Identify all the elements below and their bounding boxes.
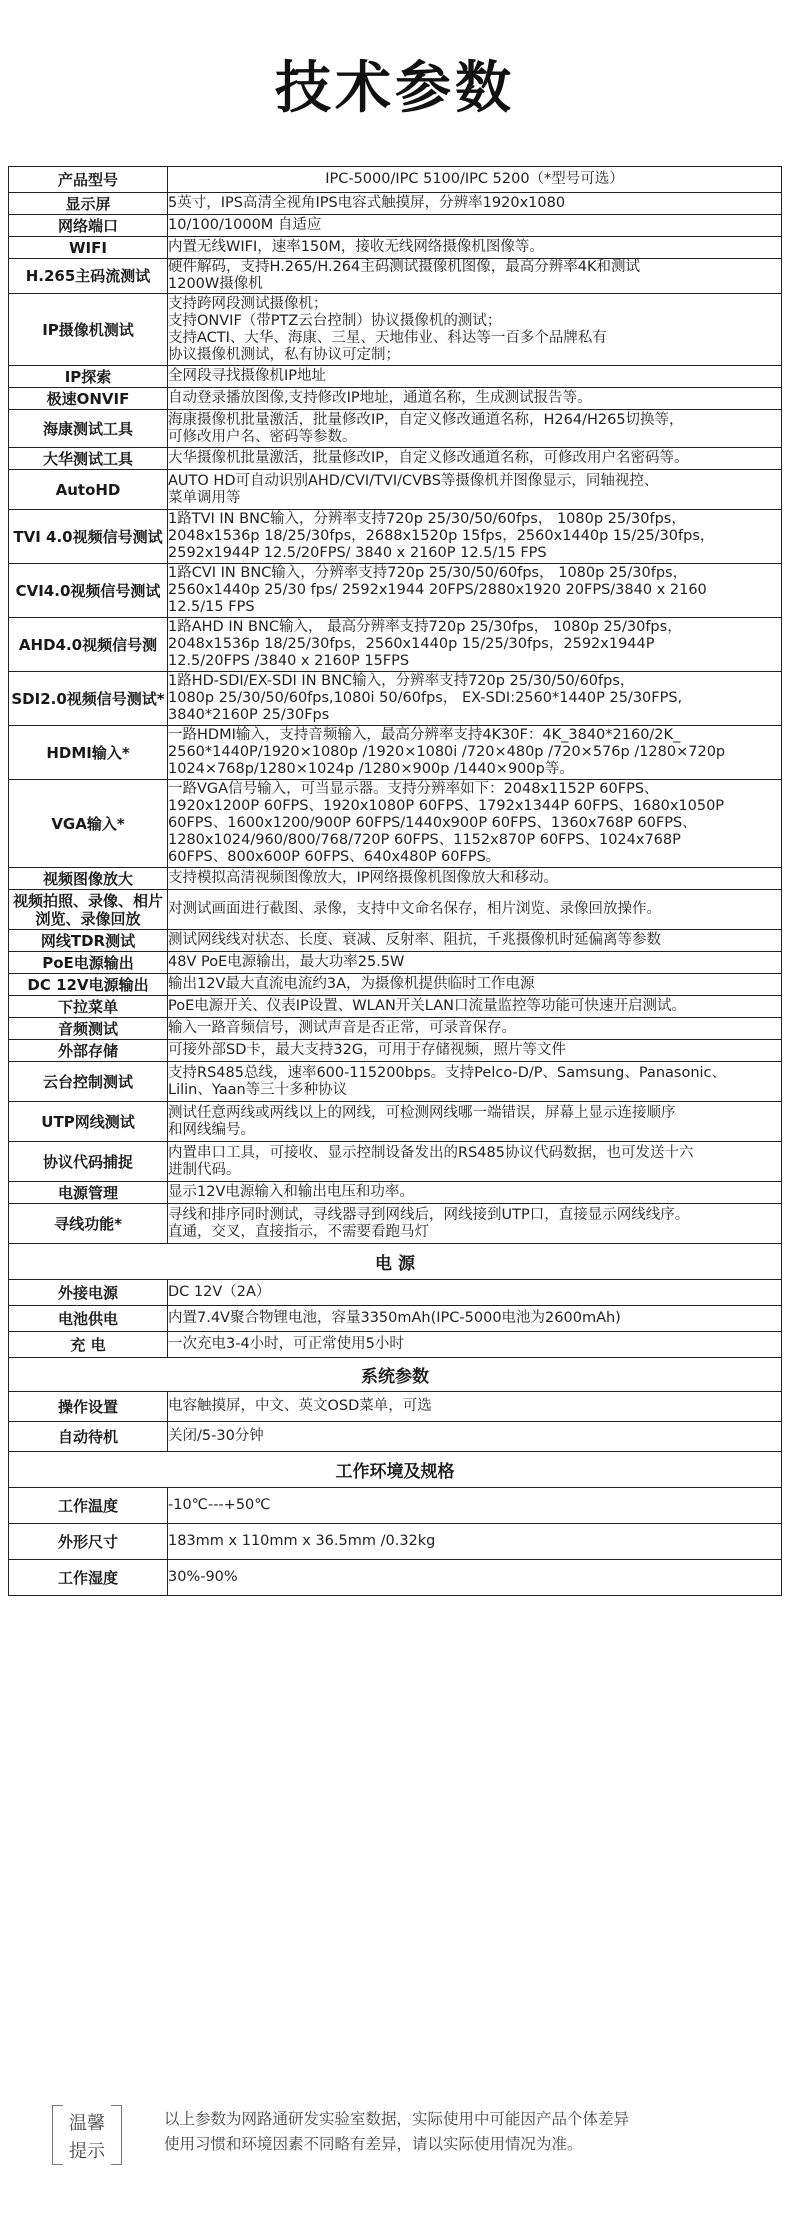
spec-value-line: 支持ACTI、大华、海康、三星、天地伟业、科达等一百多个品牌私有 <box>168 329 607 346</box>
spec-value-line: 3840*2160P 25/30Fps <box>168 707 330 723</box>
tips-badge <box>52 2105 122 2165</box>
spec-row <box>9 1306 782 1332</box>
spec-value-line: 支持RS485总线，速率600-115200bps。支持Pelco-D/P、Samsung、Panasonic、 <box>168 1064 727 1081</box>
spec-row <box>9 780 782 868</box>
spec-label: 音频测试 <box>9 1018 168 1040</box>
spec-row <box>9 1040 782 1062</box>
spec-label: IP摄像机测试 <box>9 294 168 366</box>
spec-label: 电池供电 <box>9 1306 168 1332</box>
spec-value <box>168 388 782 410</box>
spec-label: 下拉菜单 <box>9 996 168 1018</box>
spec-value <box>168 1524 782 1560</box>
spec-value-line: 一路HDMI输入，支持音频输入，最高分辨率支持4K30F：4K_3840*2160/2K_ <box>168 727 681 743</box>
spec-value-line: -10℃---+50℃ <box>168 1497 271 1513</box>
section-title: 电 源 <box>9 1244 782 1280</box>
spec-value <box>168 1392 782 1422</box>
spec-value <box>168 167 782 193</box>
spec-value <box>168 726 782 780</box>
spec-row <box>9 388 782 410</box>
spec-value-line: 1280x1024/960/800/768/720P 60FPS、1152x870P 60FPS、1024x768P <box>168 832 681 848</box>
spec-value <box>168 470 782 510</box>
spec-value-line: 1路CVI IN BNC输入，分辨率支持720p 25/30/50/60fps， 1080p 25/30fps， <box>168 565 688 581</box>
spec-label: 视频图像放大 <box>9 868 168 890</box>
spec-value-line: 2048x1536p 18/25/30fps，2560x1440p 15/25/30fps，2592x1944P <box>168 636 655 652</box>
spec-value-line: 1200W摄像机 <box>168 276 263 292</box>
spec-value <box>168 1560 782 1596</box>
spec-value-line: 30%-90% <box>168 1569 238 1585</box>
spec-value <box>168 410 782 448</box>
spec-row <box>9 215 782 237</box>
spec-value-line: 和网线编号。 <box>168 1121 255 1138</box>
spec-row <box>9 1102 782 1142</box>
spec-label: PoE电源输出 <box>9 952 168 974</box>
spec-value-line: 进制代码。 <box>168 1161 241 1178</box>
spec-value-line: 对测试画面进行截图、录像，支持中文命名保存，相片浏览、录像回放操作。 <box>168 901 661 917</box>
spec-row <box>9 930 782 952</box>
spec-row <box>9 890 782 930</box>
spec-value <box>168 1422 782 1452</box>
spec-value-line: 输出12V最大直流电流约3A，为摄像机提供临时工作电源 <box>168 976 535 992</box>
spec-value-line: 输入一路音频信号，测试声音是否正常，可录音保存。 <box>168 1020 516 1036</box>
spec-value-line: 自动登录播放图像,支持修改IP地址，通道名称，生成测试报告等。 <box>168 390 592 406</box>
tips-label-line1: 温馨 <box>69 2113 105 2134</box>
spec-value-line: 2592x1944P 12.5/20FPS/ 3840 x 2160P 12.5/15 FPS <box>168 545 547 561</box>
spec-row <box>9 1524 782 1560</box>
spec-value-line: 内置7.4V聚合物锂电池，容量3350mAh(IPC-5000电池为2600mAh) <box>168 1310 621 1326</box>
spec-value <box>168 780 782 868</box>
spec-row <box>9 1560 782 1596</box>
spec-value-line: 一次充电3-4小时，可正常使用5小时 <box>168 1336 404 1352</box>
spec-label: CVI4.0视频信号测试 <box>9 564 168 618</box>
spec-value <box>168 1062 782 1102</box>
spec-value <box>168 868 782 890</box>
spec-label: HDMI输入* <box>9 726 168 780</box>
spec-label: 外形尺寸 <box>9 1524 168 1560</box>
spec-label: 充 电 <box>9 1332 168 1358</box>
spec-value <box>168 1040 782 1062</box>
spec-row <box>9 1018 782 1040</box>
spec-value <box>168 1488 782 1524</box>
spec-value <box>168 618 782 672</box>
spec-label: 外接电源 <box>9 1280 168 1306</box>
spec-row <box>9 237 782 259</box>
spec-value-line: 5英寸，IPS高清全视角IPS电容式触摸屏，分辨率1920x1080 <box>168 195 566 211</box>
spec-value <box>168 1182 782 1204</box>
tips-text-line1: 以上参数为网路通研发实验室数据，实际使用中可能因产品个体差异 <box>164 2110 630 2128</box>
spec-value-line: 12.5/20FPS /3840 x 2160P 15FPS <box>168 653 410 669</box>
spec-table <box>8 166 782 1596</box>
spec-label: 工作湿度 <box>9 1560 168 1596</box>
section-header-row <box>9 1452 782 1488</box>
spec-value-line: 183mm x 110mm x 36.5mm /0.32kg <box>168 1533 436 1549</box>
spec-value <box>168 215 782 237</box>
spec-value <box>168 1280 782 1306</box>
spec-value-line: 大华摄像机批量激活，批量修改IP，自定义修改通道名称，可修改用户名密码等。 <box>168 450 689 466</box>
spec-value <box>168 952 782 974</box>
spec-value-line: 2560x1440p 25/30 fps/ 2592x1944 20FPS/2880x1920 20FPS/3840 x 2160 <box>168 582 707 598</box>
spec-value-line: 可修改用户名、密码等参数。 <box>168 428 357 445</box>
spec-value <box>168 259 782 294</box>
spec-row <box>9 1182 782 1204</box>
spec-label: 自动待机 <box>9 1422 168 1452</box>
spec-row <box>9 294 782 366</box>
spec-row <box>9 726 782 780</box>
spec-label: 电源管理 <box>9 1182 168 1204</box>
spec-value <box>168 294 782 366</box>
spec-value-line: 1920x1200P 60FPS、1920x1080P 60FPS、1792x1344P 60FPS、1680x1050P <box>168 798 725 814</box>
spec-value-line: 1路TVI IN BNC输入，分辨率支持720p 25/30/50/60fps， 1080p 25/30fps， <box>168 511 686 527</box>
spec-row <box>9 1280 782 1306</box>
spec-label: TVI 4.0视频信号测试 <box>9 510 168 564</box>
spec-value-line: 12.5/15 FPS <box>168 599 255 615</box>
spec-label: 云台控制测试 <box>9 1062 168 1102</box>
spec-value-line: 测试网线线对状态、长度、衰减、反射率、阻抗，千兆摄像机时延偏离等参数 <box>168 932 661 948</box>
spec-value-line: 菜单调用等 <box>168 489 241 506</box>
spec-value-line: 支持模拟高清视频图像放大，IP网络摄像机图像放大和移动。 <box>168 870 559 886</box>
spec-value <box>168 193 782 215</box>
spec-label: DC 12V电源输出 <box>9 974 168 996</box>
spec-value-line: 60FPS、1600x1200/900P 60FPS/1440x900P 60FPS、1360x768P 60FPS、 <box>168 815 697 831</box>
section-header-row <box>9 1244 782 1280</box>
spec-label: 寻线功能* <box>9 1204 168 1244</box>
spec-label: AutoHD <box>9 470 168 510</box>
spec-value-line: 关闭/5-30分钟 <box>168 1428 264 1444</box>
spec-row <box>9 672 782 726</box>
spec-row <box>9 167 782 193</box>
spec-row <box>9 470 782 510</box>
spec-row <box>9 448 782 470</box>
tips-label-line2: 提示 <box>69 2141 105 2162</box>
spec-value <box>168 448 782 470</box>
spec-value <box>168 1332 782 1358</box>
spec-value-line: 1080p 25/30/50/60fps,1080i 50/60fps， EX-SDI:2560*1440P 25/30FPS, <box>168 690 683 706</box>
spec-row <box>9 952 782 974</box>
spec-label: VGA输入* <box>9 780 168 868</box>
spec-value-line: 1024×768p/1280×1024p /1280×900p /1440×900p等。 <box>168 761 574 777</box>
spec-value <box>168 672 782 726</box>
section-header-row <box>9 1358 782 1392</box>
spec-value <box>168 974 782 996</box>
spec-label: 协议代码捕捉 <box>9 1142 168 1182</box>
spec-value <box>168 890 782 930</box>
spec-value-line: 48V PoE电源输出，最大功率25.5W <box>168 954 405 970</box>
spec-row <box>9 1332 782 1358</box>
spec-label: 大华测试工具 <box>9 448 168 470</box>
spec-value <box>168 564 782 618</box>
spec-row <box>9 1392 782 1422</box>
spec-value-line: 一路VGA信号输入，可当显示器。支持分辨率如下：2048x1152P 60FPS、 <box>168 781 659 797</box>
spec-row <box>9 618 782 672</box>
spec-row <box>9 1204 782 1244</box>
spec-label: 视频拍照、录像、相片浏览、录像回放 <box>9 890 168 930</box>
spec-row <box>9 259 782 294</box>
spec-value <box>168 1204 782 1244</box>
spec-value-line: 支持跨网段测试摄像机； <box>168 295 328 312</box>
spec-row <box>9 1488 782 1524</box>
spec-row <box>9 1142 782 1182</box>
spec-label: 显示屏 <box>9 193 168 215</box>
spec-row <box>9 868 782 890</box>
tips-text-line2: 使用习惯和环境因素不同略有差异，请以实际使用情况为准。 <box>164 2135 583 2153</box>
spec-row <box>9 974 782 996</box>
spec-row <box>9 1422 782 1452</box>
spec-value-line: 协议摄像机测试，私有协议可定制； <box>168 346 400 363</box>
spec-value-line: 显示12V电源输入和输出电压和功率。 <box>168 1184 414 1200</box>
spec-value <box>168 510 782 564</box>
spec-value <box>168 1142 782 1182</box>
spec-value-line: Lilin、Yaan等三十多种协议 <box>168 1081 348 1098</box>
spec-label: 操作设置 <box>9 1392 168 1422</box>
spec-row <box>9 510 782 564</box>
spec-value-line: 寻线和排序同时测试，寻线器寻到网线后，网线接到UTP口，直接显示网线线序。 <box>168 1206 690 1223</box>
spec-value <box>168 1018 782 1040</box>
spec-value <box>168 1306 782 1332</box>
spec-value-line: 内置无线WIFI，速率150M，接收无线网络摄像机图像等。 <box>168 239 544 255</box>
spec-row <box>9 1062 782 1102</box>
tips-note <box>164 2107 764 2157</box>
spec-value-line: 海康摄像机批量激活，批量修改IP，自定义修改通道名称，H264/H265切换等， <box>168 411 684 428</box>
section-title: 系统参数 <box>9 1358 782 1392</box>
spec-value-line: 直通，交叉，直接指示，不需要看跑马灯 <box>168 1223 429 1240</box>
spec-value <box>168 1102 782 1142</box>
spec-label: 网络端口 <box>9 215 168 237</box>
spec-label: SDI2.0视频信号测试* <box>9 672 168 726</box>
spec-value-line: 1路AHD IN BNC输入， 最高分辨率支持720p 25/30fps， 1080p 25/30fps， <box>168 619 682 635</box>
spec-label: 工作温度 <box>9 1488 168 1524</box>
spec-value <box>168 930 782 952</box>
spec-value-line: 电容触摸屏，中文、英文OSD菜单，可选 <box>168 1398 432 1414</box>
spec-value-line: 2048x1536p 18/25/30fps，2688x1520p 15fps，2560x1440p 15/25/30fps， <box>168 528 715 544</box>
spec-label: 产品型号 <box>9 167 168 193</box>
spec-row <box>9 193 782 215</box>
spec-value-line: 60FPS、800x600P 60FPS、640x480P 60FPS。 <box>168 849 501 865</box>
spec-value-line: PoE电源开关、仪表IP设置、WLAN开关LAN口流量监控等功能可快速开启测试。 <box>168 998 686 1014</box>
spec-label: 海康测试工具 <box>9 410 168 448</box>
spec-value-line: 硬件解码，支持H.265/H.264主码测试摄像机图像，最高分辨率4K和测试 <box>168 259 640 275</box>
spec-value-line: 测试任意两线或两线以上的网线，可检测网线哪一端错误，屏幕上显示连接顺序 <box>168 1104 676 1121</box>
spec-label: 极速ONVIF <box>9 388 168 410</box>
spec-value-line: 可接外部SD卡，最大支持32G，可用于存储视频，照片等文件 <box>168 1042 567 1058</box>
spec-label: 网线TDR测试 <box>9 930 168 952</box>
spec-row <box>9 366 782 388</box>
spec-label: 外部存储 <box>9 1040 168 1062</box>
spec-value-line: 1路HD-SDI/EX-SDI IN BNC输入，分辨率支持720p 25/30/50/60fps， <box>168 673 635 689</box>
spec-value <box>168 996 782 1018</box>
spec-label: WIFI <box>9 237 168 259</box>
spec-value-line: IPC-5000/IPC 5100/IPC 5200（*型号可选） <box>325 171 624 187</box>
spec-value-line: 全网段寻找摄像机IP地址 <box>168 368 327 384</box>
spec-value-line: AUTO HD可自动识别AHD/CVI/TVI/CVBS等摄像机并图像显示，同轴视控、 <box>168 472 659 489</box>
section-title: 工作环境及规格 <box>9 1452 782 1488</box>
spec-label: IP探索 <box>9 366 168 388</box>
spec-row <box>9 410 782 448</box>
spec-row <box>9 564 782 618</box>
spec-value-line: 2560*1440P/1920×1080p /1920×1080i /720×480p /720×576p /1280×720p <box>168 744 726 760</box>
spec-value-line: 内置串口工具，可接收、显示控制设备发出的RS485协议代码数据，也可发送十六 <box>168 1144 694 1161</box>
spec-value-line: 支持ONVIF（带PTZ云台控制）协议摄像机的测试； <box>168 312 502 329</box>
spec-value-line: 10/100/1000M 自适应 <box>168 217 322 233</box>
spec-value <box>168 237 782 259</box>
page-title: 技术参数 <box>275 56 515 121</box>
spec-row <box>9 996 782 1018</box>
spec-label: UTP网线测试 <box>9 1102 168 1142</box>
spec-label: H.265主码流测试 <box>9 259 168 294</box>
spec-label: AHD4.0视频信号测 <box>9 618 168 672</box>
spec-value <box>168 366 782 388</box>
spec-value-line: DC 12V（2A） <box>168 1284 271 1300</box>
